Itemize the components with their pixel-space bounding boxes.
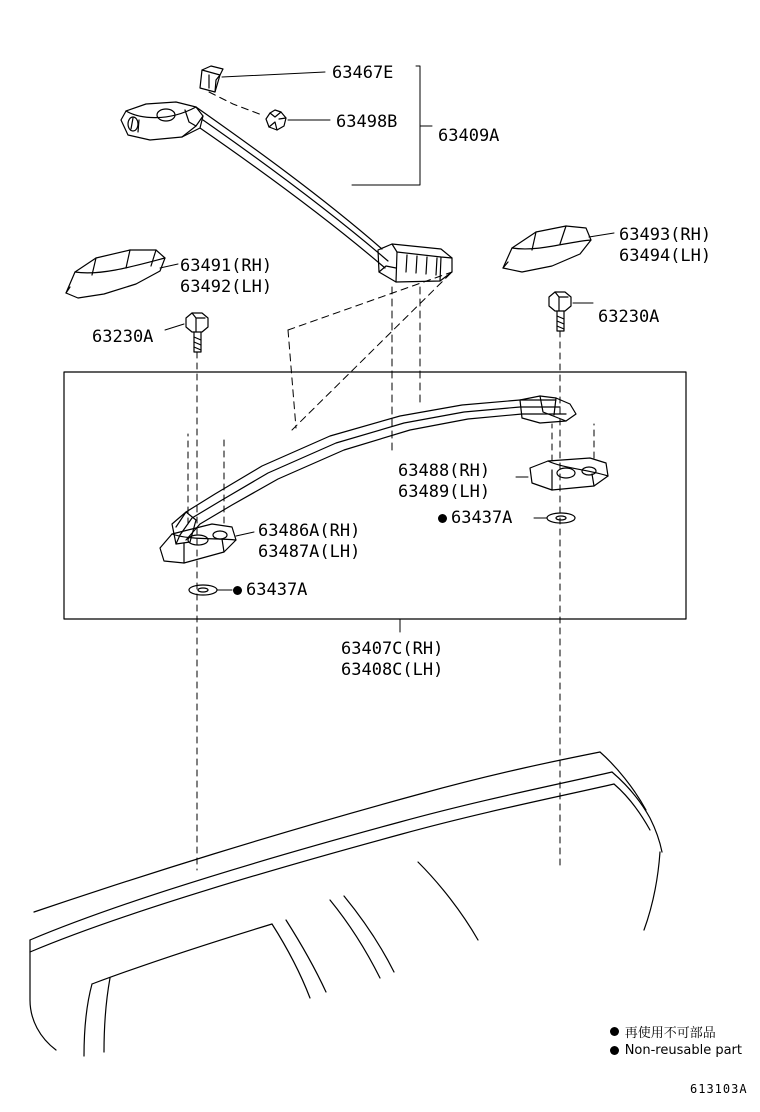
callout-63489-LH: 63489(LH) (398, 482, 491, 502)
callout-63498B: 63498B (336, 112, 398, 132)
part-63437a-washer-left (189, 585, 217, 595)
callout-63494-LH: 63494(LH) (619, 246, 712, 266)
callout-63409A: 63409A (438, 126, 500, 146)
callout-63467E: 63467E (332, 63, 394, 83)
callout-63437A-left: 63437A (246, 580, 308, 600)
callout-63407C-RH: 63407C(RH) (341, 639, 444, 659)
part-63437a-washer-right (547, 513, 575, 523)
part-63488-bracket (530, 458, 608, 490)
callout-63492-LH: 63492(LH) (180, 277, 273, 297)
legend-row-jp (610, 1022, 742, 1041)
part-63407c-left-end (172, 512, 196, 544)
non-reusable-dot-icon (233, 586, 242, 595)
callout-63437A-right: 63437A (451, 508, 513, 528)
part-63493-cover (503, 226, 591, 272)
callout-63491-RH: 63491(RH) (180, 256, 273, 276)
callout-63493-RH: 63493(RH) (619, 225, 712, 245)
part-63409a-front-leg (121, 102, 203, 140)
legend-label-jp: 再使用不可部品 (624, 1026, 716, 1041)
legend (610, 1022, 742, 1060)
callout-63408C-LH: 63408C(LH) (341, 660, 444, 680)
callout-63486A-RH: 63486A(RH) (258, 521, 361, 541)
callout-63487A-LH: 63487A(LH) (258, 542, 361, 562)
vehicle-roof-outline (30, 752, 662, 1056)
callout-63230A-right: 63230A (598, 307, 660, 327)
part-63467e-clip (200, 66, 223, 92)
part-63486a-bracket (160, 524, 236, 563)
figure-code: 613103A (690, 1082, 748, 1096)
callout-63230A-left: 63230A (92, 327, 154, 347)
callout-63437A-left-group (233, 580, 307, 601)
part-63230a-bolt-left (186, 313, 208, 352)
non-reusable-dot-icon (610, 1046, 619, 1055)
legend-row-en (610, 1041, 742, 1060)
legend-label-en: Non-reusable part (624, 1043, 742, 1058)
callout-63488-RH: 63488(RH) (398, 461, 491, 481)
non-reusable-dot-icon (438, 514, 447, 523)
callout-63437A-right-group (438, 508, 512, 529)
part-63491-cover (66, 250, 165, 298)
part-63230a-bolt-right (549, 292, 571, 331)
part-63498b-nut (266, 110, 286, 130)
non-reusable-dot-icon (610, 1027, 619, 1036)
